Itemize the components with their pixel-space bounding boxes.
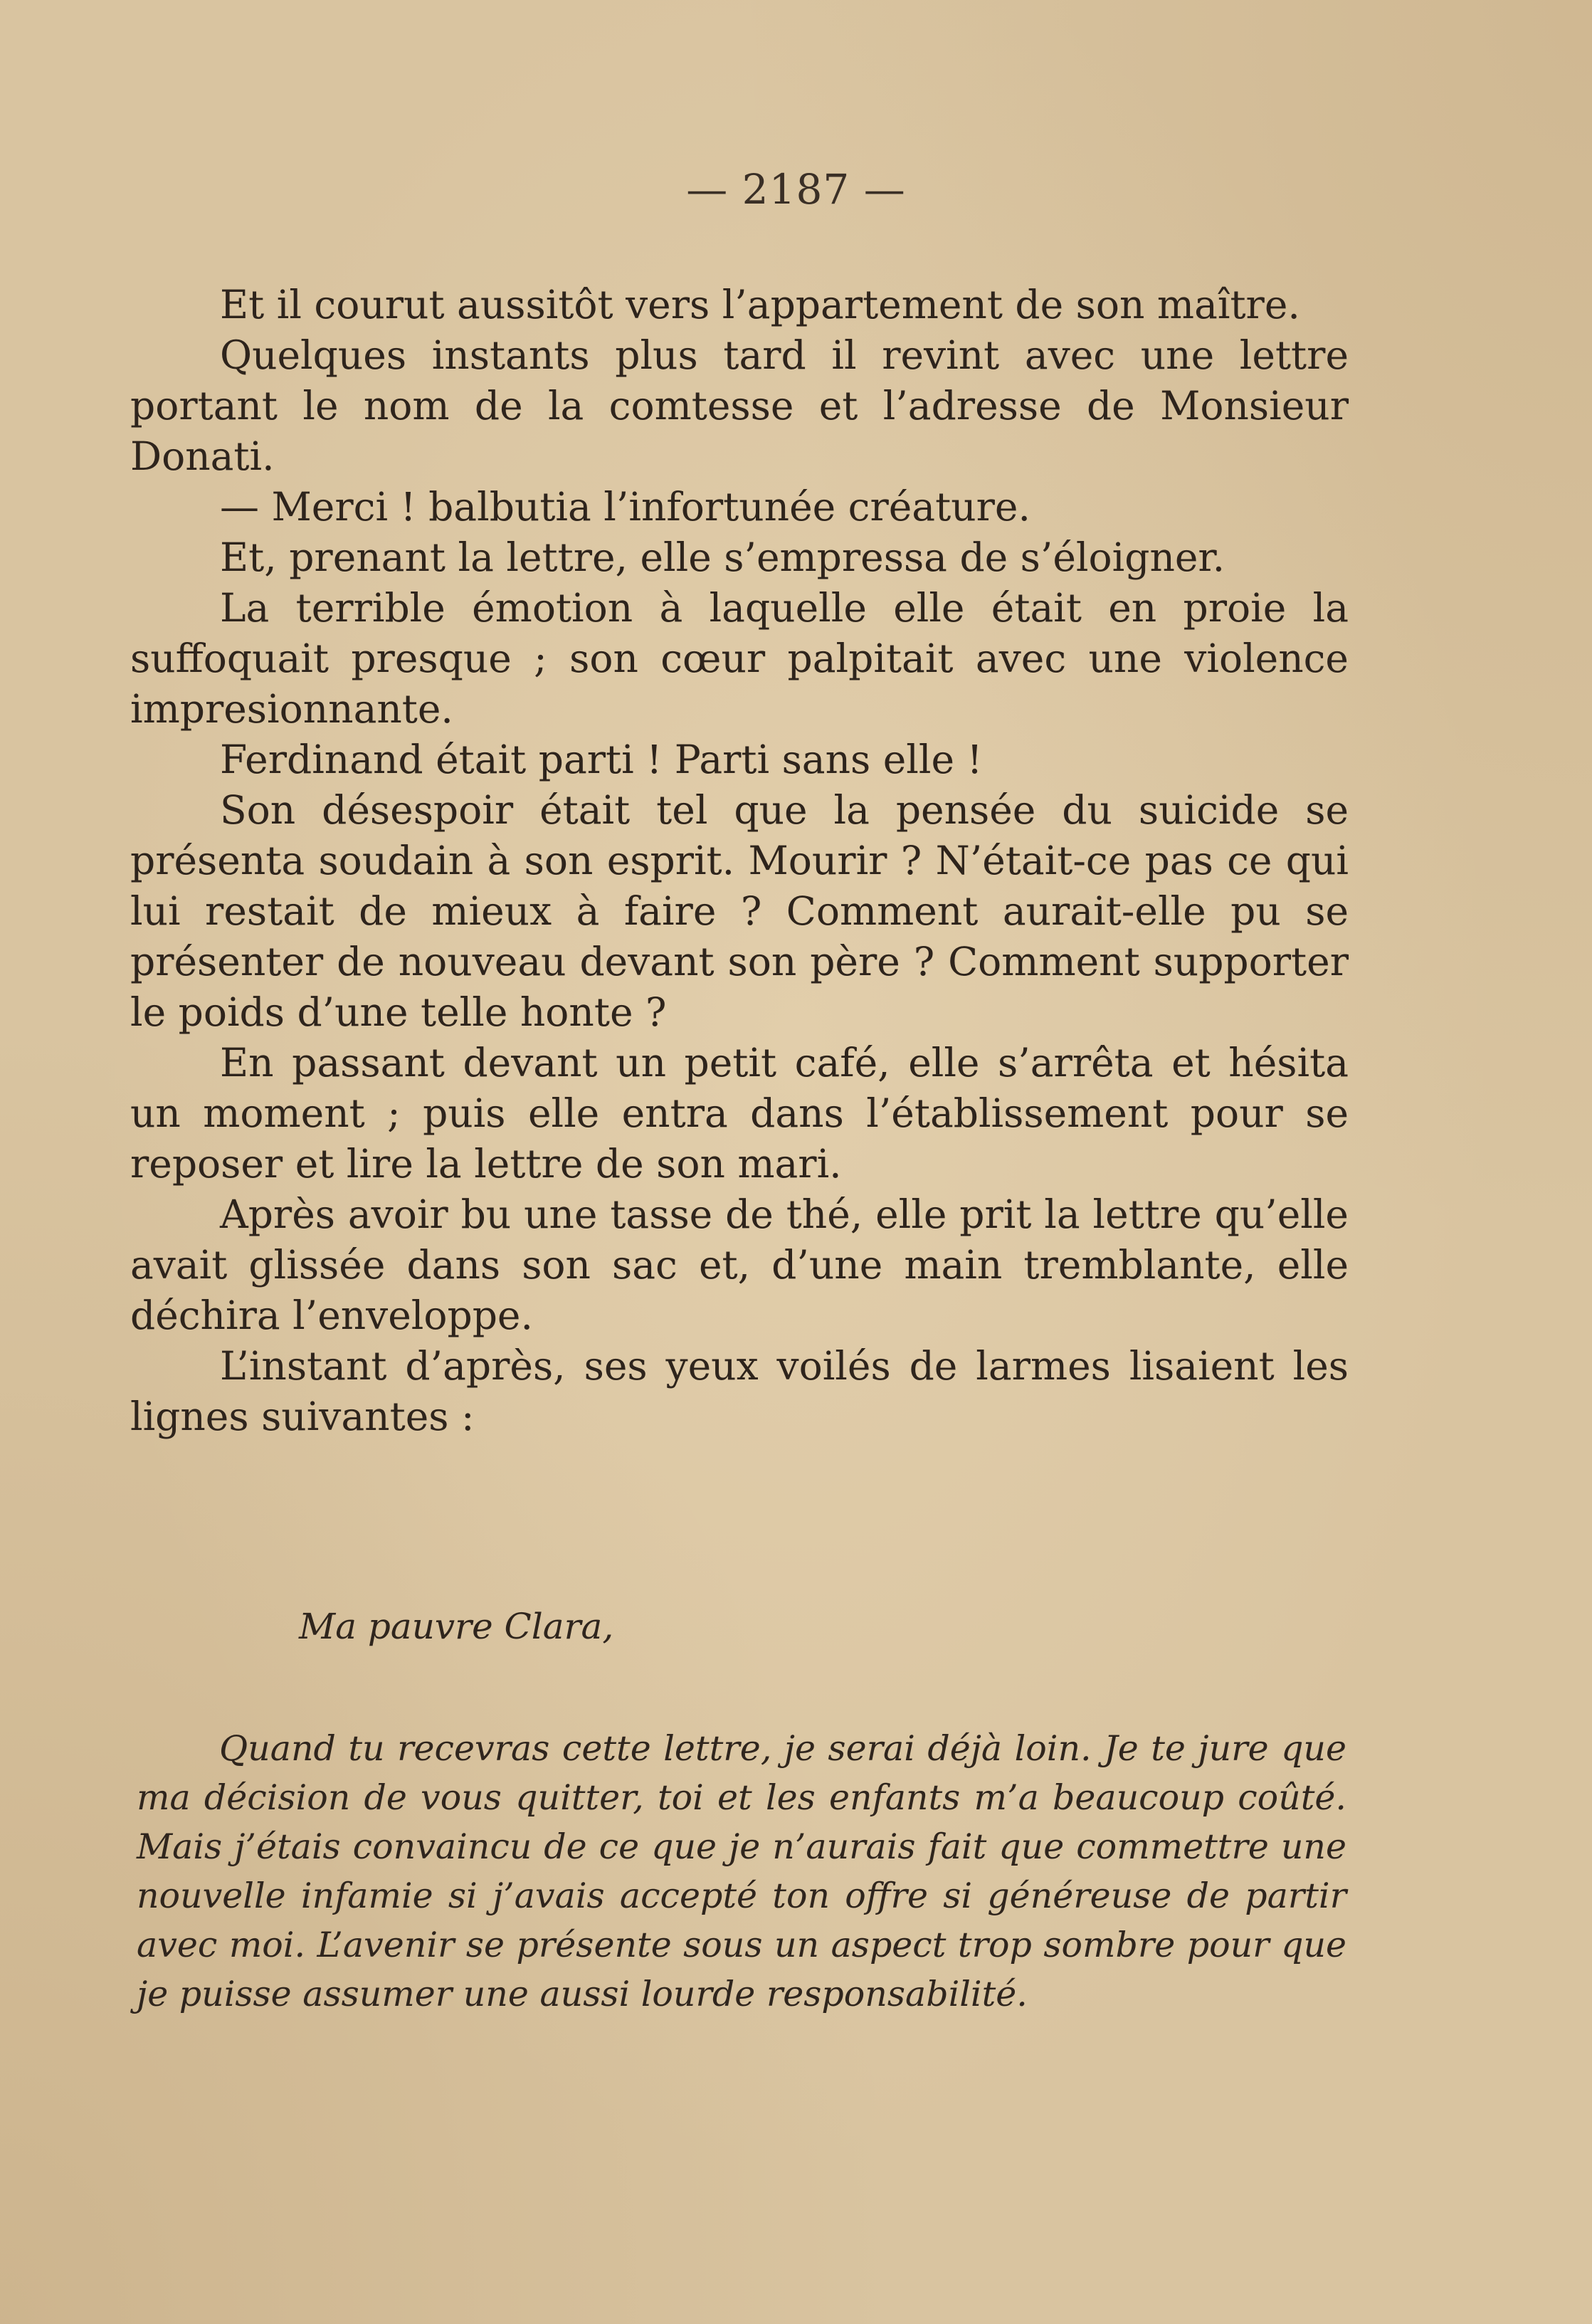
letter-body: Quand tu recevras cette lettre, je serai déjà loin. Je te jure que ma décision de vous quitter, toi et les enfants m’a beaucoup coûté. Mais j’étais convaincu de ce que je n’aurais fait que commettre une nouvelle infamie si j’avais accepté ton offre si généreuse de partir avec moi. L’avenir se présente sous un aspect trop sombre pour que je puisse assumer une aussi lourde responsabilité. <box>137 1728 1346 2014</box>
page-number: — 2187 — <box>686 165 906 214</box>
paragraph: L’instant d’après, ses yeux voilés de larmes lisaient les lignes suivantes : <box>130 1343 1349 1439</box>
paragraph: — Merci ! balbutia l’infortunée créature. <box>220 484 1030 530</box>
paragraph: En passant devant un petit café, elle s’arrêta et hésita un moment ; puis elle entra dans l’établissement pour se reposer et lire la lettre de son mari. <box>130 1040 1349 1187</box>
paragraph: Quelques instants plus tard il revint avec une lettre portant le nom de la comtesse et l’adresse de Monsieur Donati. <box>130 332 1349 479</box>
paragraph: Ferdinand était parti ! Parti sans elle ! <box>220 737 983 782</box>
main-text <box>130 280 1349 1442</box>
paragraph: Après avoir bu une tasse de thé, elle prit la lettre qu’elle avait glissée dans son sac et, d’une main tremblante, elle déchira l’enveloppe. <box>130 1192 1349 1338</box>
letter-excerpt <box>137 1604 1346 2019</box>
paragraph: Et il courut aussitôt vers l’appartement de son maître. <box>220 282 1300 327</box>
paragraph: Et, prenant la lettre, elle s’empressa de s’éloigner. <box>220 535 1225 580</box>
paragraph: Son désespoir était tel que la pensée du suicide se présenta soudain à son esprit. Mourir ? N’était-ce pas ce qui lui restait de mieux à faire ? Comment aurait-elle pu se présenter de nouveau devant son père ? Comment supporter le poids d’une telle honte ? <box>130 787 1349 1035</box>
paragraph: La terrible émotion à laquelle elle était en proie la suffoquait presque ; son cœur palpitait avec une violence impresionnante. <box>130 585 1349 732</box>
letter-salutation: Ma pauvre Clara, <box>299 1606 614 1647</box>
